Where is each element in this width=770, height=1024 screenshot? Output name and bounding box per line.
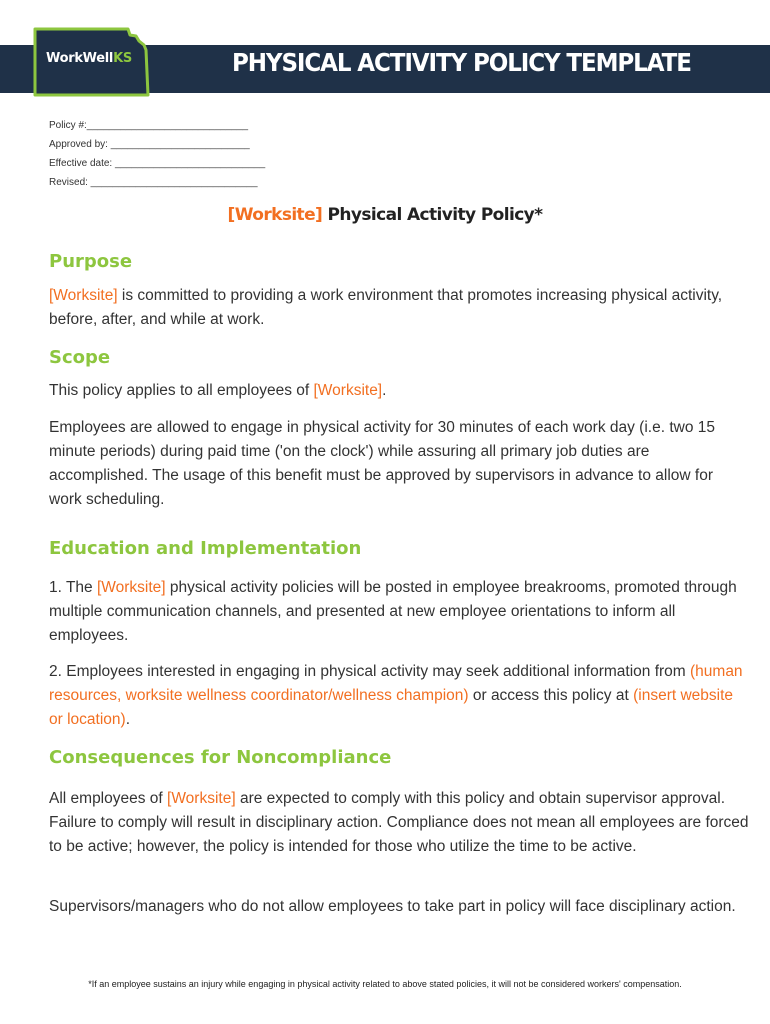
consequences-paragraph-1	[49, 787, 749, 859]
footnote: *If an employee sustains an injury while engaging in physical activity related to above stated policies, it will not be considered workers' compensation.	[88, 979, 682, 989]
policy-heading	[0, 205, 770, 225]
policy-meta	[49, 116, 265, 192]
logo-main: WorkWell	[46, 51, 114, 66]
education-paragraph-2	[49, 660, 749, 732]
education-title: Education and Implementation	[49, 538, 362, 559]
education-p1-start: 1. The	[49, 579, 97, 596]
revised-field: Revised: ______________________________	[49, 177, 258, 188]
policy-number-field: Policy #:_____________________________	[49, 120, 249, 131]
workwell-ks-logo	[32, 26, 156, 98]
logo-text	[46, 51, 132, 66]
education-location: (insert website or location)	[49, 687, 734, 728]
education-p2-mid: or access this policy at	[468, 687, 634, 704]
purpose-worksite: [Worksite]	[49, 287, 118, 304]
education-worksite: [Worksite]	[96, 579, 166, 596]
effective-date-field: Effective date: ___________________________	[49, 158, 266, 169]
consequences-worksite: [Worksite]	[167, 790, 236, 807]
scope-paragraph-2: Employees are allowed to engage in physical activity for 30 minutes of each work day (i.e. two 15 minute periods) during paid time ('on the clock') while assuring all primary job duties are accomplished. The usage of this benefit must be approved by supervisors in advance to allow for work scheduling.	[49, 419, 715, 508]
scope-p1-end: .	[382, 382, 387, 399]
scope-paragraph-1	[49, 379, 749, 403]
page-title: PHYSICAL ACTIVITY POLICY TEMPLATE	[232, 48, 691, 77]
scope-worksite: [Worksite]	[313, 382, 383, 399]
education-p1-text: physical activity policies will be posted in employee breakrooms, promoted through multiple communication channels, and presented at new employee orientations to inform all employees.	[49, 579, 737, 644]
consequences-title: Consequences for Noncompliance	[49, 747, 392, 768]
scope-p1-text: This policy applies to all employees of	[49, 382, 314, 399]
heading-text: Physical Activity Policy*	[322, 205, 543, 225]
consequences-paragraph-2: Supervisors/managers who do not allow employees to take part in policy will face disciplinary action.	[49, 898, 736, 915]
purpose-paragraph	[49, 284, 749, 332]
logo-accent: KS	[113, 51, 132, 66]
scope-title: Scope	[49, 347, 111, 368]
education-contact: (human resources, worksite wellness coordinator/wellness champion)	[49, 663, 743, 704]
purpose-text: is committed to providing a work environment that promotes increasing physical activity, before, after, and while at work.	[49, 287, 723, 328]
approved-by-field: Approved by: _________________________	[49, 139, 250, 150]
consequences-p1-start: All employees of	[49, 790, 168, 807]
education-p2-end: .	[125, 711, 130, 728]
heading-worksite: [Worksite]	[227, 205, 323, 225]
consequences-p1-text: are expected to comply with this policy and obtain supervisor approval. Failure to comply will result in disciplinary action. Compliance does not mean all employees are forced to be active; however, the policy is intended for those who utilize the time to be active.	[49, 790, 749, 855]
purpose-title: Purpose	[49, 251, 133, 272]
education-p2-start: 2. Employees interested in engaging in physical activity may seek additional information from	[49, 663, 690, 680]
education-paragraph-1	[49, 576, 749, 648]
